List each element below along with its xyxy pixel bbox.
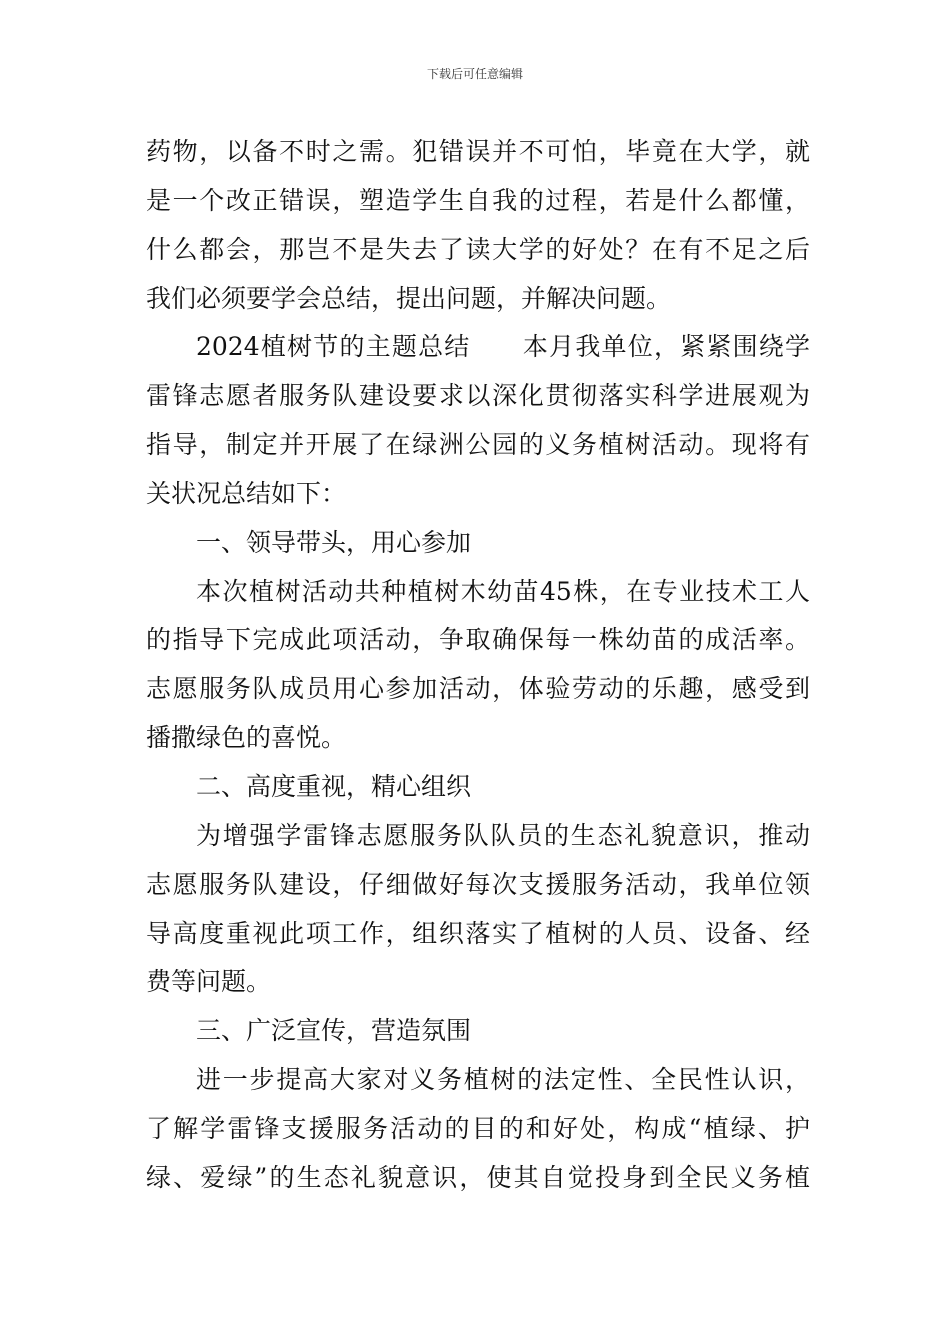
section-heading: 三、广泛宣传，营造氛围 xyxy=(196,1016,472,1046)
body-line: 什么都会，那岂不是失去了读大学的好处？在有不足之后 xyxy=(146,234,810,264)
body-line: 了解学雷锋支援服务活动的目的和好处，构成“植绿、护 xyxy=(146,1113,810,1143)
section-heading: 二、高度重视，精心组织 xyxy=(196,771,472,801)
body-line: 播撒绿色的喜悦。 xyxy=(146,723,347,753)
body-line: 是一个改正错误，塑造学生自我的过程，若是什么都懂， xyxy=(146,185,810,215)
paragraph-first-line: 2024植树节的主题总结 本月我单位，紧紧围绕学 xyxy=(196,332,810,362)
body-line: 药物，以备不时之需。犯错误并不可怕，毕竟在大学，就 xyxy=(146,137,810,166)
body-line: 绿、爱绿”的生态礼貌意识，使其自觉投身到全民义务植 xyxy=(146,1162,810,1192)
body-line: 志愿服务队建设，仔细做好每次支援服务活动，我单位领 xyxy=(146,869,810,899)
body-line: 指导，制定并开展了在绿洲公园的义务植树活动。现将有 xyxy=(146,430,810,460)
paragraph-first-line: 为增强学雷锋志愿服务队队员的生态礼貌意识，推动 xyxy=(196,820,810,850)
paragraph-first-line: 进一步提高大家对义务植树的法定性、全民性认识， xyxy=(196,1065,810,1095)
body-line: 的指导下完成此项活动，争取确保每一株幼苗的成活率。 xyxy=(146,625,810,655)
body-line: 关状况总结如下： xyxy=(146,478,347,508)
body-line: 志愿服务队成员用心参加活动，体验劳动的乐趣，感受到 xyxy=(146,674,810,704)
document-body xyxy=(146,128,810,1203)
page-header: 下载后可任意编辑 xyxy=(426,67,523,81)
body-line: 导高度重视此项工作，组织落实了植树的人员、设备、经 xyxy=(146,918,810,948)
paragraph-first-line: 本次植树活动共种植树木幼苗45株，在专业技术工人 xyxy=(196,576,810,606)
section-heading: 一、领导带头，用心参加 xyxy=(196,527,472,557)
body-line: 费等问题。 xyxy=(146,967,272,997)
body-line: 雷锋志愿者服务队建设要求以深化贯彻落实科学进展观为 xyxy=(146,381,810,411)
body-line: 我们必须要学会总结，提出问题，并解决问题。 xyxy=(146,283,672,313)
